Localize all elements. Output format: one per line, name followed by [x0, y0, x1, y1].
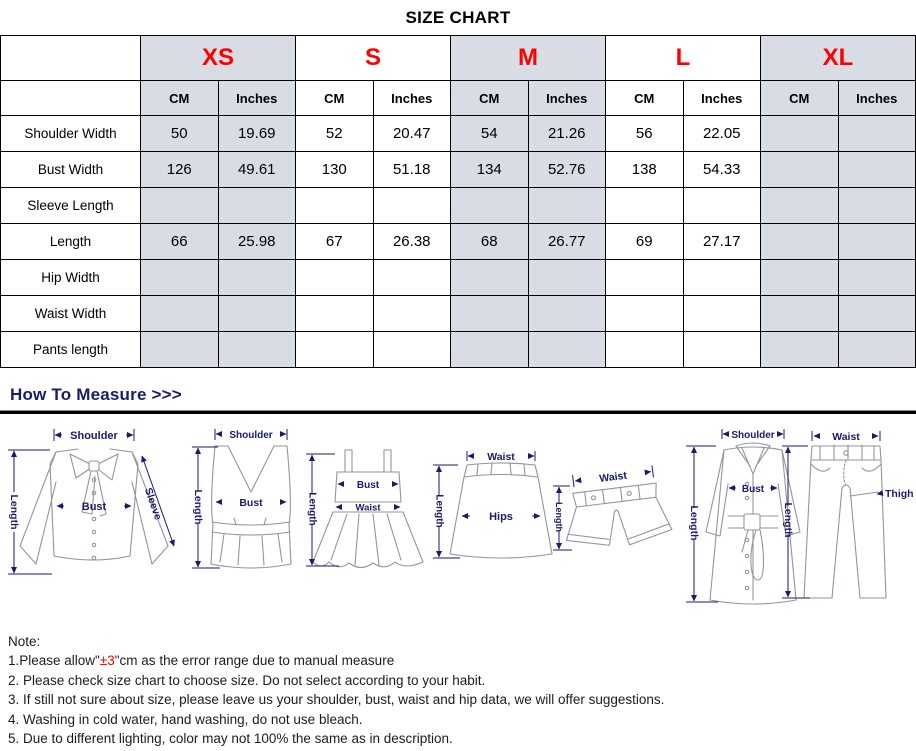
unit-cm-xs: CM [141, 81, 219, 116]
pants-thigh-label: Thigh [885, 488, 914, 500]
value-cell [373, 188, 451, 224]
value-cell [373, 296, 451, 332]
unit-cm-l: CM [606, 81, 684, 116]
value-cell: 56 [606, 116, 684, 152]
value-cell: 49.61 [218, 152, 296, 188]
shorts-length-label: Length [554, 502, 564, 532]
value-cell [761, 188, 839, 224]
value-cell: 26.38 [373, 224, 451, 260]
row-label: Hip Width [1, 260, 141, 296]
value-cell [683, 260, 761, 296]
value-cell [141, 332, 219, 368]
value-cell [606, 332, 684, 368]
value-cell: 22.05 [683, 116, 761, 152]
value-cell: 21.26 [528, 116, 606, 152]
value-cell: 52 [296, 116, 374, 152]
unit-inches-l: Inches [683, 81, 761, 116]
skirt-figure [432, 450, 558, 564]
blouse-sleeve-label: Sleeve [141, 486, 165, 522]
size-chart-table [0, 35, 916, 368]
size-header-s: S [296, 36, 451, 81]
dress-bust-label: Bust [356, 480, 380, 491]
row-label: Shoulder Width [1, 116, 141, 152]
size-row [1, 188, 916, 224]
value-cell [683, 332, 761, 368]
note-line-4: 4. Washing in cold water, hand washing, do not use bleach. [8, 711, 363, 727]
value-cell: 68 [451, 224, 529, 260]
size-row [1, 152, 916, 188]
value-cell: 54 [451, 116, 529, 152]
value-cell [606, 188, 684, 224]
vest-length-label: Length [192, 489, 204, 525]
value-cell: 134 [451, 152, 529, 188]
note-1-error-range: ±3 [99, 653, 115, 669]
value-cell: 25.98 [218, 224, 296, 260]
note-line-5: 5. Due to different lighting, color may not 100% the same as in description. [8, 731, 453, 747]
vest-figure [190, 428, 310, 576]
size-row [1, 332, 916, 368]
value-cell: 126 [141, 152, 219, 188]
measure-heading: How To Measure >>> [10, 385, 182, 404]
shorts-figure [552, 462, 682, 558]
row-label: Length [1, 224, 141, 260]
corner-cell-bottom [1, 81, 141, 116]
value-cell [218, 296, 296, 332]
measure-figures [0, 414, 916, 626]
value-cell [761, 152, 839, 188]
skirt-length-label: Length [433, 494, 445, 528]
value-cell: 20.47 [373, 116, 451, 152]
value-cell [838, 152, 916, 188]
value-cell [373, 332, 451, 368]
value-cell: 138 [606, 152, 684, 188]
value-cell [761, 224, 839, 260]
unit-inches-s: Inches [373, 81, 451, 116]
value-cell [606, 260, 684, 296]
dress-waist-label: Waist [355, 502, 381, 514]
note-1-pre: 1.Please allow" [8, 653, 100, 669]
size-table-body [1, 116, 916, 368]
size-header-xl: XL [761, 36, 916, 81]
value-cell [528, 296, 606, 332]
page-title: SIZE CHART [405, 8, 511, 27]
row-label: Sleeve Length [1, 188, 141, 224]
value-cell [296, 260, 374, 296]
size-header-l: L [606, 36, 761, 81]
skirt-waist-label: Waist [487, 451, 515, 463]
value-cell: 67 [296, 224, 374, 260]
value-cell [683, 188, 761, 224]
row-label: Waist Width [1, 296, 141, 332]
coat-bust-label: Bust [741, 484, 765, 495]
value-cell [761, 332, 839, 368]
value-cell [838, 332, 916, 368]
size-row [1, 296, 916, 332]
coat-shoulder-label: Shoulder [731, 430, 775, 441]
notes-section [0, 626, 916, 748]
notes-heading: Note: [8, 634, 41, 649]
size-header-row [1, 36, 916, 81]
value-cell [683, 296, 761, 332]
value-cell [761, 260, 839, 296]
dress-length-label: Length [306, 492, 318, 526]
note-1-post: "cm as the error range due to manual measure [114, 653, 395, 669]
value-cell: 27.17 [683, 224, 761, 260]
value-cell [451, 260, 529, 296]
note-line-3: 3. If still not sure about size, please leave us your shoulder, bust, waist and hip data, we will offer suggestions. [8, 692, 665, 708]
value-cell: 26.77 [528, 224, 606, 260]
value-cell [528, 260, 606, 296]
unit-header-row [1, 81, 916, 116]
value-cell [218, 260, 296, 296]
corner-cell-top [1, 36, 141, 81]
value-cell: 66 [141, 224, 219, 260]
unit-inches-xl: Inches [838, 81, 916, 116]
note-line-2: 2. Please check size chart to choose size. Do not select according to your habit. [8, 672, 486, 688]
shorts-waist-label: Waist [598, 469, 628, 485]
pants-waist-label: Waist [832, 431, 860, 443]
value-cell [838, 116, 916, 152]
value-cell [451, 296, 529, 332]
value-cell [451, 332, 529, 368]
blouse-length-label: Length [8, 494, 20, 530]
size-row [1, 116, 916, 152]
value-cell [296, 296, 374, 332]
value-cell [218, 188, 296, 224]
value-cell [373, 260, 451, 296]
coat-length-label: Length [688, 505, 700, 541]
size-header-m: M [451, 36, 606, 81]
unit-cm-m: CM [451, 81, 529, 116]
value-cell [606, 296, 684, 332]
value-cell: 52.76 [528, 152, 606, 188]
value-cell [838, 296, 916, 332]
value-cell [838, 260, 916, 296]
row-label: Bust Width [1, 152, 141, 188]
value-cell [838, 188, 916, 224]
pants-figure [780, 430, 914, 606]
value-cell [141, 296, 219, 332]
pants-length-label: Length [782, 502, 794, 538]
value-cell: 51.18 [373, 152, 451, 188]
value-cell [838, 224, 916, 260]
unit-inches-xs: Inches [218, 81, 296, 116]
dress-figure [305, 444, 431, 574]
value-cell: 69 [606, 224, 684, 260]
note-line-1 [8, 651, 916, 670]
value-cell [296, 332, 374, 368]
value-cell [296, 188, 374, 224]
row-label: Pants length [1, 332, 141, 368]
unit-inches-m: Inches [528, 81, 606, 116]
value-cell [761, 116, 839, 152]
size-row [1, 224, 916, 260]
value-cell: 130 [296, 152, 374, 188]
skirt-hips-label: Hips [489, 511, 513, 523]
blouse-bust-label: Bust [81, 501, 107, 513]
unit-cm-xl: CM [761, 81, 839, 116]
value-cell: 50 [141, 116, 219, 152]
value-cell [451, 188, 529, 224]
vest-bust-label: Bust [239, 497, 263, 509]
value-cell [761, 296, 839, 332]
value-cell [141, 188, 219, 224]
value-cell: 19.69 [218, 116, 296, 152]
blouse-shoulder-label: Shoulder [70, 430, 118, 442]
value-cell [528, 188, 606, 224]
size-header-xs: XS [141, 36, 296, 81]
value-cell: 54.33 [683, 152, 761, 188]
size-row [1, 260, 916, 296]
value-cell [141, 260, 219, 296]
blouse-figure [4, 428, 190, 580]
value-cell [218, 332, 296, 368]
vest-shoulder-label: Shoulder [229, 430, 273, 441]
value-cell [528, 332, 606, 368]
unit-cm-s: CM [296, 81, 374, 116]
